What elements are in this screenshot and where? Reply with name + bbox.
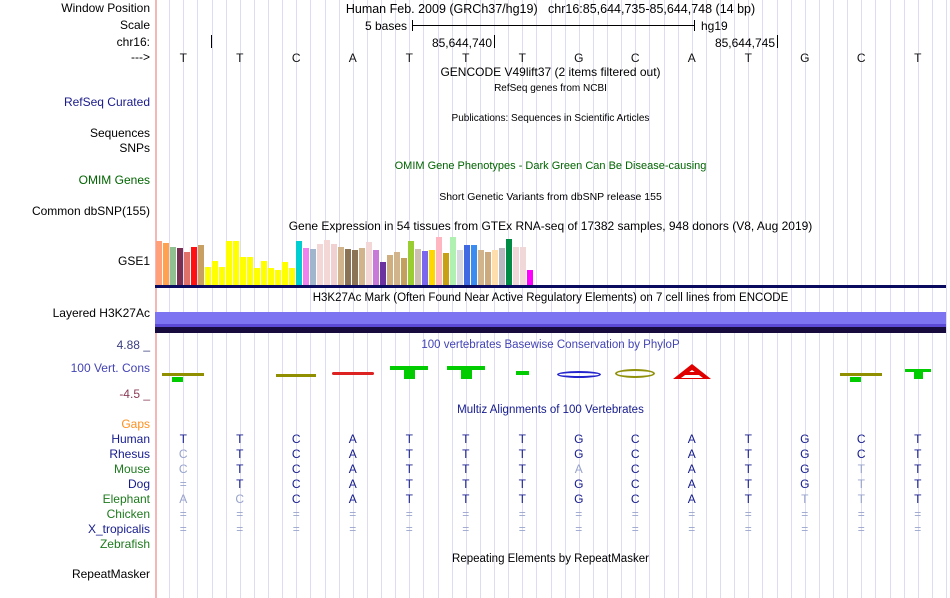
track-title-short-genetic-variants-from-dbsnp-releas[interactable]: Short Genetic Variants from dbSNP release 155 (439, 191, 662, 203)
alignment-base: G (800, 477, 810, 491)
gridline (946, 0, 947, 598)
alignment-base: = (631, 507, 639, 521)
alignment-base: = (631, 522, 639, 536)
gtex-bar (492, 250, 498, 285)
alignment-base: = (575, 522, 583, 536)
alignment-base: C (630, 477, 640, 491)
base-letter: A (687, 51, 696, 65)
alignment-base: T (518, 477, 526, 491)
gtex-bar (401, 258, 407, 285)
gtex-bar (303, 248, 309, 285)
track-label-[interactable]: ---> (131, 50, 150, 64)
gtex-bar (429, 250, 435, 285)
track-title-gene-expression-in-54-tissues-from-gtex-[interactable]: Gene Expression in 54 tissues from GTEx RNA-seq of 17382 samples, 948 donors (V8, Aug 2019) (288, 219, 813, 233)
conservation-glyph (682, 372, 702, 375)
alignment-base: A (687, 477, 696, 491)
track-label-chr16[interactable]: chr16: (116, 35, 150, 49)
track-label-common-dbsnp-155[interactable]: Common dbSNP(155) (31, 204, 150, 218)
alignment-base: = (236, 507, 244, 521)
alignment-base: A (348, 432, 357, 446)
species-label-rhesus[interactable]: Rhesus (109, 447, 150, 461)
alignment-base: T (405, 462, 413, 476)
alignment-base: = (462, 507, 470, 521)
alignment-base: C (630, 462, 640, 476)
alignment-base: = (179, 477, 187, 491)
window-position-title: Human Feb. 2009 (GRCh37/hg19) chr16:85,644,735-85,644,748 (14 bp) (345, 2, 756, 16)
alignment-base: = (179, 507, 187, 521)
alignment-base: A (348, 477, 357, 491)
alignment-base: T (914, 447, 922, 461)
alignment-base: G (800, 462, 810, 476)
base-letter: T (914, 51, 922, 65)
ruler-tick (211, 35, 212, 48)
alignment-base: T (236, 447, 244, 461)
conservation-glyph (516, 371, 529, 375)
alignment-base: T (518, 492, 526, 506)
base-letter: C (291, 51, 301, 65)
gtex-bar (275, 270, 281, 285)
alignment-base: = (857, 507, 865, 521)
ruler-tick (494, 35, 495, 48)
track-title-omim-gene-phenotypes-dark-green-can-be-d[interactable]: OMIM Gene Phenotypes - Dark Green Can Be Disease-causing (394, 160, 707, 172)
track-label-4-5[interactable]: -4.5 _ (119, 387, 150, 401)
gtex-bar (310, 249, 316, 285)
gtex-bar (471, 245, 477, 285)
gtex-bar (226, 241, 232, 285)
gtex-bar (359, 248, 365, 285)
gtex-bar (261, 261, 267, 285)
alignment-base: = (518, 522, 526, 536)
alignment-base: C (291, 462, 301, 476)
gtex-bar (506, 239, 512, 285)
alignment-base: T (518, 447, 526, 461)
conservation-glyph (615, 369, 655, 378)
gtex-bar (415, 249, 421, 285)
gtex-bar (457, 250, 463, 285)
base-letter: T (744, 51, 752, 65)
gtex-bar (485, 252, 491, 285)
alignment-base: = (744, 522, 752, 536)
assembly-label: hg19 (701, 19, 728, 33)
gtex-bar (240, 257, 246, 285)
species-label-x-tropicalis[interactable]: X_tropicalis (87, 522, 150, 536)
gtex-bar (464, 245, 470, 285)
base-letter: T (405, 51, 413, 65)
gtex-bar (422, 251, 428, 285)
base-letter: G (574, 51, 584, 65)
h3k27ac-band (155, 312, 946, 324)
gtex-bar (373, 250, 379, 285)
track-label-gse1[interactable]: GSE1 (117, 254, 150, 268)
gtex-bar (198, 245, 204, 285)
alignment-base: T (462, 462, 470, 476)
conservation-glyph (914, 369, 923, 379)
species-label-elephant[interactable]: Elephant (102, 492, 150, 506)
track-title-100-vertebrates-basewise-conservation-by[interactable]: 100 vertebrates Basewise Conservation by PhyloP (421, 339, 680, 351)
alignment-base: T (914, 492, 922, 506)
track-title-repeating-elements-by-repeatmasker[interactable]: Repeating Elements by RepeatMasker (452, 553, 649, 565)
alignment-base: C (178, 447, 188, 461)
alignment-base: T (405, 492, 413, 506)
gtex-bar (170, 247, 176, 285)
gtex-bar (331, 244, 337, 285)
alignment-base: = (405, 507, 413, 521)
alignment-base: = (518, 507, 526, 521)
ruler-tick (777, 35, 778, 48)
alignment-base: C (856, 447, 866, 461)
alignment-base: G (800, 447, 810, 461)
alignment-base: T (462, 492, 470, 506)
track-separator (155, 285, 946, 288)
alignment-base: T (744, 462, 752, 476)
gtex-bar (394, 252, 400, 285)
base-letter: T (179, 51, 187, 65)
alignment-base: T (914, 477, 922, 491)
scale-bar-left-tick (412, 20, 413, 31)
gtex-bar (478, 250, 484, 285)
alignment-base: C (235, 492, 245, 506)
conservation-glyph (276, 374, 316, 377)
species-label-chicken[interactable]: Chicken (106, 507, 150, 521)
alignment-base: A (687, 492, 696, 506)
alignment-base: = (236, 522, 244, 536)
alignment-base: T (405, 432, 413, 446)
species-label-dog[interactable]: Dog (127, 477, 150, 491)
gtex-bar (205, 267, 211, 285)
alignment-base: C (630, 492, 640, 506)
track-label-refseq-curated[interactable]: RefSeq Curated (63, 95, 150, 109)
ruler-position-right: 85,644,745 (714, 36, 775, 50)
conservation-glyph (840, 373, 882, 376)
gtex-bar (219, 267, 225, 285)
h3k27ac-band (155, 327, 946, 333)
conservation-glyph (557, 371, 601, 378)
alignment-base: G (800, 432, 810, 446)
alignment-base: T (405, 447, 413, 461)
gtex-bar (324, 240, 330, 285)
track-label-repeatmasker[interactable]: RepeatMasker (71, 567, 150, 581)
track-title-multiz-alignments-of-100-vertebrates[interactable]: Multiz Alignments of 100 Vertebrates (457, 404, 644, 416)
alignment-base: C (291, 477, 301, 491)
alignment-base: C (630, 447, 640, 461)
gtex-bar (527, 270, 533, 285)
species-label-human[interactable]: Human (111, 432, 150, 446)
alignment-base: T (179, 432, 187, 446)
gtex-bar (296, 241, 302, 285)
base-letter: G (800, 51, 810, 65)
alignment-base: T (236, 432, 244, 446)
conservation-glyph (850, 377, 861, 382)
gtex-bar (184, 252, 190, 285)
alignment-base: = (462, 522, 470, 536)
alignment-base: T (801, 492, 809, 506)
alignment-base: C (291, 447, 301, 461)
alignment-base: G (574, 447, 584, 461)
scale-bar (412, 25, 694, 26)
alignment-base: T (744, 492, 752, 506)
alignment-base: T (744, 432, 752, 446)
alignment-base: T (857, 492, 865, 506)
alignment-base: G (574, 477, 584, 491)
alignment-base: = (914, 507, 922, 521)
alignment-base: = (349, 507, 357, 521)
gtex-bar (156, 241, 162, 285)
species-label-zebrafish[interactable]: Zebrafish (99, 537, 150, 551)
alignment-base: T (462, 432, 470, 446)
gtex-bar (520, 247, 526, 285)
gtex-bar (212, 261, 218, 285)
gtex-bar (352, 250, 358, 285)
alignment-base: = (349, 522, 357, 536)
gtex-bar (513, 247, 519, 285)
alignment-base: = (688, 507, 696, 521)
gtex-bar (191, 247, 197, 285)
alignment-base: = (575, 507, 583, 521)
species-label-gaps[interactable]: Gaps (121, 417, 150, 431)
alignment-base: T (236, 477, 244, 491)
alignment-base: T (744, 477, 752, 491)
gtex-bar (177, 248, 183, 285)
alignment-base: = (292, 522, 300, 536)
scale-bar-right-tick (694, 20, 695, 31)
base-letter: A (348, 51, 357, 65)
gtex-bar (387, 255, 393, 285)
alignment-base: = (292, 507, 300, 521)
track-title-publications-sequences-in-scientific-art[interactable]: Publications: Sequences in Scientific Articles (451, 113, 650, 124)
alignment-base: = (914, 522, 922, 536)
alignment-base: A (179, 492, 188, 506)
track-label-100-vert-cons[interactable]: 100 Vert. Cons (70, 361, 150, 375)
conservation-glyph (162, 373, 204, 376)
track-title-gencode-v49lift37-2-items-filtered-out[interactable]: GENCODE V49lift37 (2 items filtered out) (440, 65, 661, 79)
alignment-base: T (914, 432, 922, 446)
alignment-base: A (687, 462, 696, 476)
gtex-bar (289, 268, 295, 285)
scale-value: 5 bases (364, 19, 407, 33)
alignment-base: A (348, 462, 357, 476)
alignment-base: C (291, 432, 301, 446)
alignment-base: T (857, 462, 865, 476)
alignment-base: = (688, 522, 696, 536)
alignment-base: T (857, 477, 865, 491)
base-letter: T (462, 51, 470, 65)
gtex-bar (163, 243, 169, 285)
conservation-glyph (461, 366, 472, 379)
gtex-bar (450, 237, 456, 285)
track-label-layered-h3k27ac[interactable]: Layered H3K27Ac (52, 306, 150, 320)
alignment-base: = (857, 522, 865, 536)
alignment-base: = (744, 507, 752, 521)
conservation-glyph (404, 366, 415, 379)
base-letter: C (856, 51, 866, 65)
gtex-bar (317, 244, 323, 285)
species-label-mouse[interactable]: Mouse (113, 462, 150, 476)
alignment-base: = (405, 522, 413, 536)
alignment-base: C (630, 432, 640, 446)
gtex-bar (247, 257, 253, 285)
gtex-bar (338, 247, 344, 285)
alignment-base: T (405, 477, 413, 491)
alignment-base: = (801, 507, 809, 521)
track-label-omim-genes[interactable]: OMIM Genes (78, 173, 150, 187)
gtex-bar (436, 237, 442, 285)
base-letter: T (236, 51, 244, 65)
track-title-refseq-genes-from-ncbi[interactable]: RefSeq genes from NCBI (494, 83, 607, 94)
alignment-base: T (518, 462, 526, 476)
alignment-base: = (801, 522, 809, 536)
alignment-base: C (178, 462, 188, 476)
ruler-position-left: 85,644,740 (431, 36, 492, 50)
gtex-bar (345, 249, 351, 285)
base-letter: T (518, 51, 526, 65)
gtex-bar (380, 262, 386, 285)
gtex-bar (233, 241, 239, 285)
alignment-base: T (744, 447, 752, 461)
track-label-sequences[interactable]: Sequences (89, 126, 150, 140)
alignment-base: G (574, 432, 584, 446)
gtex-bar (254, 268, 260, 285)
track-label-4-88[interactable]: 4.88 _ (116, 338, 150, 352)
conservation-glyph (172, 377, 183, 382)
track-title-h3k27ac-mark-often-found-near-active-reg[interactable]: H3K27Ac Mark (Often Found Near Active Regulatory Elements) on 7 cell lines from ENCODE (312, 292, 789, 304)
base-letter: C (630, 51, 640, 65)
track-label-snps[interactable]: SNPs (119, 141, 150, 155)
gtex-bar (499, 248, 505, 285)
alignment-base: C (291, 492, 301, 506)
alignment-base: T (462, 447, 470, 461)
alignment-base: A (348, 492, 357, 506)
track-label-scale[interactable]: Scale (119, 18, 150, 32)
conservation-glyph (332, 372, 374, 375)
alignment-base: A (687, 432, 696, 446)
alignment-base: C (856, 432, 866, 446)
alignment-base: = (179, 522, 187, 536)
alignment-base: A (574, 462, 583, 476)
alignment-base: T (518, 432, 526, 446)
alignment-base: T (236, 462, 244, 476)
alignment-base: T (914, 462, 922, 476)
alignment-base: T (462, 477, 470, 491)
track-label-window-position[interactable]: Window Position (61, 1, 150, 15)
alignment-base: A (348, 447, 357, 461)
gtex-bar (268, 268, 274, 285)
gtex-bar (443, 253, 449, 285)
gtex-bar (408, 241, 414, 285)
alignment-base: A (687, 447, 696, 461)
alignment-base: G (574, 492, 584, 506)
gtex-bar (282, 262, 288, 285)
gtex-bar (366, 242, 372, 285)
